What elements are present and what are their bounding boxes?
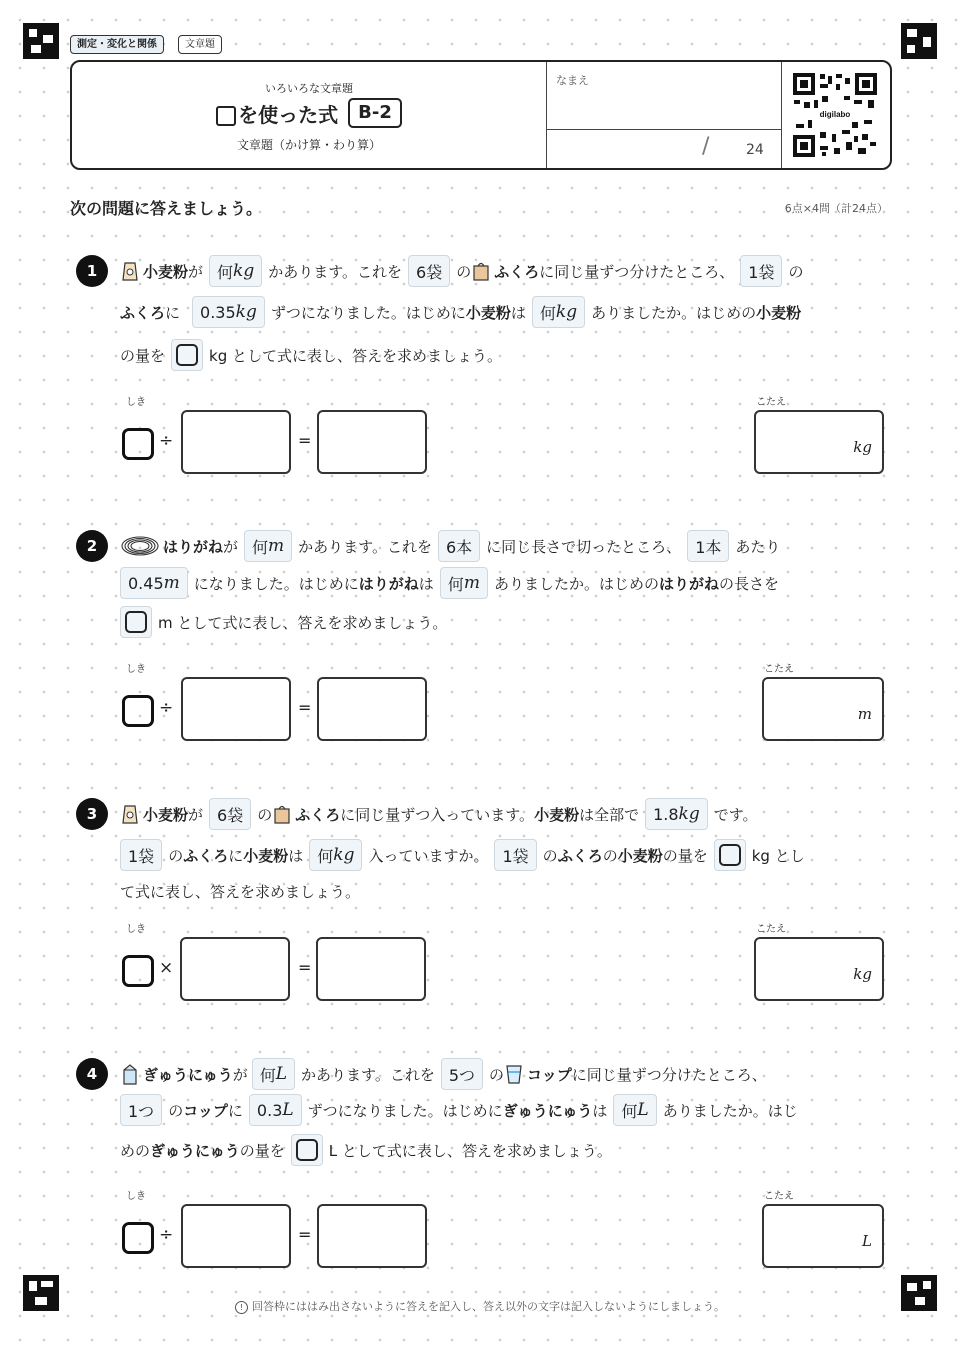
value-chip: 1.8 kg [645,798,708,830]
title-text: を使った式 [238,102,339,127]
value-chip: 5つ [441,1058,483,1090]
type-tag: 文章題 [178,35,222,54]
equals-sign: = [298,1225,312,1244]
milk-carton-icon [120,1063,140,1085]
final-answer-box[interactable] [762,677,884,741]
flour-bag-icon [120,260,140,282]
value-chip: 6袋 [408,255,450,287]
kotae-label: こたえ [756,924,786,935]
unit-label: m [857,705,872,723]
equals-sign: = [298,431,312,450]
shiki-label: しき [126,1191,146,1202]
qr-caption: digilabo [819,110,851,119]
flour-bag-icon [120,803,140,825]
value-chip: 1つ [120,1094,162,1126]
value-chip: 何 kg [532,296,585,328]
value-chip: 1袋 [120,839,162,871]
question-line: 1つ の コップ に 0.3 L ずつになりました。はじめに ぎゅうにゅう は 何 L ありましたか。はじ [120,1093,798,1127]
qr-code-icon [792,72,878,158]
question-number: 4 [76,1058,108,1090]
unknown-square [122,695,154,727]
worksheet-subtitle: いろいろな文章題 [265,82,353,95]
value-chip: 0.3 L [249,1094,302,1126]
kotae-label: こたえ [764,664,794,675]
answer-box-operand[interactable] [181,410,291,474]
value-chip: 何 kg [309,839,362,871]
value-chip: 1袋 [740,255,782,287]
question-line: めの ぎゅうにゅう の量を L として式に表し、答えを求めましょう。 [120,1133,612,1167]
question-line: 小麦粉 が 何 kg かあります。これを 6袋 の ふくろ に同じ量ずつ分けたところ、 1袋 の [120,254,803,288]
score-note: 6点×4問（計24点） [784,202,888,215]
question-line: 小麦粉 が 6袋 の ふくろ に同じ量ずつ入っています。 小麦粉 は全部で 1.8 kg です。 [120,797,758,831]
blank-square-icon [714,839,746,871]
paper-bag-icon [272,803,292,825]
answer-box-operand[interactable] [180,937,290,1001]
name-label: なまえ [556,74,589,87]
question-line: m として式に表し、答えを求めましょう。 [120,605,447,639]
wire-coil-icon [120,535,160,557]
corner-marker-top-left [23,23,59,59]
final-answer-box[interactable] [754,937,884,1001]
score-total: 24 [746,142,764,158]
value-chip: 何 m [440,567,488,599]
equals-sign: = [298,698,312,717]
answer-box-operand[interactable] [181,1204,291,1268]
final-answer-box[interactable] [762,1204,884,1268]
category-tag: 測定・変化と関係 [70,35,164,54]
worksheet-caption: 文章題（かけ算・わり算） [236,138,381,152]
equals-sign: = [298,958,312,977]
unknown-square [122,1222,154,1254]
unknown-square [122,955,154,987]
shiki-label: しき [126,924,146,935]
question-line: はりがね が 何 m かあります。これを 6本 に同じ長さで切ったところ、 1本 あたり [120,529,780,563]
value-chip: 6袋 [209,798,251,830]
answer-box-result[interactable] [317,410,427,474]
level-badge: B-2 [348,98,402,128]
kotae-label: こたえ [756,397,786,408]
question-line: ふくろ に 0.35 kg ずつになりました。はじめに 小麦粉 は 何 kg ありましたか。はじめの 小麦粉 [120,295,801,329]
blank-square-icon [171,339,203,371]
blank-square-icon [120,606,152,638]
shiki-label: しき [126,397,146,408]
footer-note [0,1298,960,1314]
question-number: 3 [76,798,108,830]
value-chip: 何 m [244,530,292,562]
score-slash: / [702,134,710,159]
worksheet-header [70,60,892,170]
question-line: て式に表し、答えを求めましょう。 [120,882,361,901]
corner-marker-top-right [901,23,937,59]
answer-box-operand[interactable] [181,677,291,741]
value-chip: 1袋 [494,839,536,871]
operator: ÷ [159,698,174,718]
operator: × [159,958,174,978]
value-chip: 何 kg [209,255,262,287]
blank-square-icon [291,1134,323,1166]
title-block [72,62,547,168]
final-answer-box[interactable] [754,410,884,474]
value-chip: 6本 [438,530,480,562]
unit-label: kg [853,438,872,456]
value-chip: 何 L [613,1094,656,1126]
worksheet-title [72,98,546,128]
paper-bag-icon [471,260,491,282]
cup-icon [504,1063,524,1085]
question-line: 1袋 の ふくろ に 小麦粉 は 何 kg 入っていますか。 1袋 の ふくろ の 小麦粉 の量を kg とし [120,838,805,872]
question-number: 2 [76,530,108,562]
answer-box-result[interactable] [317,1204,427,1268]
name-score-block [546,62,782,168]
shiki-label: しき [126,664,146,675]
unknown-square [122,428,154,460]
kotae-label: こたえ [764,1191,794,1202]
answer-box-result[interactable] [316,937,426,1001]
name-divider [546,129,781,130]
question-number: 1 [76,255,108,287]
operator: ÷ [159,431,174,451]
operator: ÷ [159,1225,174,1245]
value-chip: 0.45 m [120,567,188,599]
value-chip: 1本 [687,530,729,562]
value-chip: 0.35 kg [192,296,265,328]
unit-label: L [862,1232,872,1250]
unit-label: kg [853,965,872,983]
footer-text: 回答枠にははみ出さないように答えを記入し、答え以外の文字は記入しないようにしましょう。 [252,1300,725,1313]
instruction-heading: 次の問題に答えましょう。 [70,199,263,218]
blank-square-icon [216,106,236,126]
question-line: 0.45 m になりました。はじめに はりがね は 何 m ありましたか。はじめの はりがね の長さを [120,566,779,600]
value-chip: 何 L [252,1058,295,1090]
answer-box-result[interactable] [317,677,427,741]
question-line: の量を kg として式に表し、答えを求めましょう。 [120,338,502,372]
info-icon: ! [235,1301,248,1314]
question-line: ぎゅうにゅう が 何 L かあります。これを 5つ の コップ に同じ量ずつ分けたところ、 [120,1057,767,1091]
